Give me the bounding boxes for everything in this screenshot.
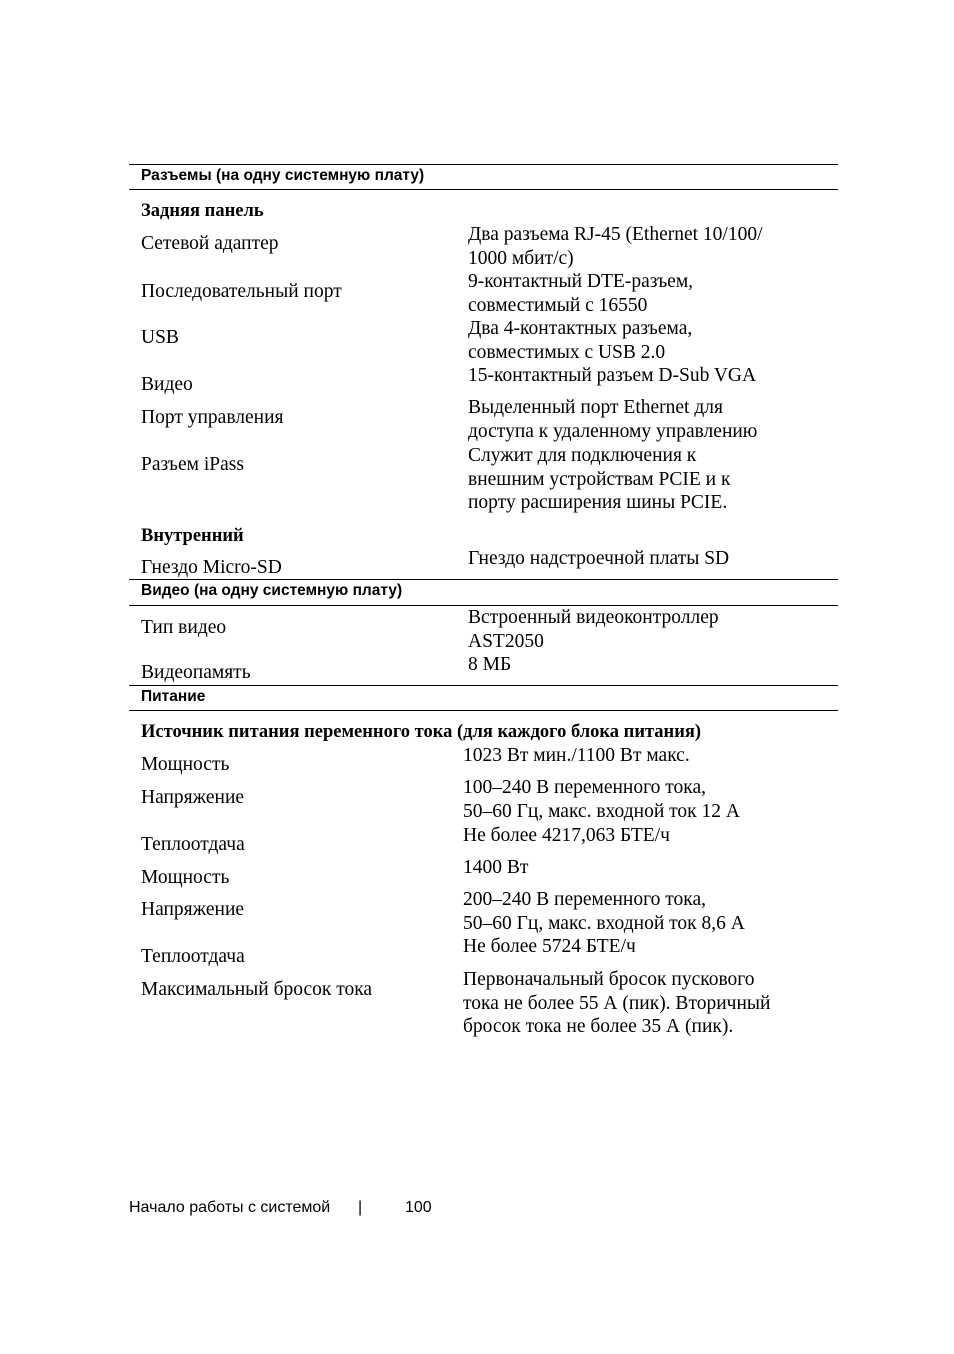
row-value: Не более 4217,063 БТЕ/ч xyxy=(463,825,670,846)
row-value: Два 4-контактных разъема, совместимых с USB 2.0 xyxy=(468,318,693,363)
row-label: Теплоотдача xyxy=(141,834,245,855)
subheading-rear-panel: Задняя панель xyxy=(141,201,264,221)
row-label: Максимальный бросок тока xyxy=(141,979,373,1000)
section-title-connectors: Разъемы (на одну системную плату) xyxy=(141,167,425,184)
row-label: Мощность xyxy=(141,754,230,775)
row-label: USB xyxy=(141,327,179,348)
row-label: Последовательный порт xyxy=(141,281,342,302)
row-value: Первоначальный бросок пускового тока не более 55 А (пик). Вторичный бросок тока не более 35 А (пик). xyxy=(463,969,771,1037)
row-label: Мощность xyxy=(141,867,230,888)
section-title-power: Питание xyxy=(141,688,206,705)
row-value: Не более 5724 БТЕ/ч xyxy=(463,936,636,957)
row-value: 1400 Вт xyxy=(463,857,529,878)
row-label: Видео xyxy=(141,374,193,395)
row-value: Встроенный видеоконтроллер AST2050 xyxy=(468,607,719,652)
row-value: Выделенный порт Ethernet для доступа к удаленному управлению xyxy=(468,397,758,442)
row-value: Два разъема RJ-45 (Ethernet 10/100/ 1000 мбит/с) xyxy=(468,224,763,269)
row-value: 1023 Вт мин./1100 Вт макс. xyxy=(463,745,690,766)
row-value: 15-контактный разъем D-Sub VGA xyxy=(468,365,757,386)
row-label: Порт управления xyxy=(141,407,284,428)
row-label: Разъем iPass xyxy=(141,454,244,475)
rule xyxy=(129,164,838,165)
rule xyxy=(129,579,838,580)
row-label: Теплоотдача xyxy=(141,946,245,967)
subheading-internal: Внутренний xyxy=(141,526,244,546)
row-label: Сетевой адаптер xyxy=(141,233,279,254)
footer-chapter: Начало работы с системой xyxy=(129,1199,331,1216)
page-number: 100 xyxy=(405,1199,432,1216)
rule xyxy=(129,685,838,686)
row-value: 9-контактный DTE-разъем, совместимый с 16550 xyxy=(468,271,694,316)
row-value: 200–240 В переменного тока, 50–60 Гц, макс. входной ток 8,6 А xyxy=(463,889,745,934)
row-label: Видеопамять xyxy=(141,662,251,683)
row-value: Служит для подключения к внешним устройствам PCIE и к порту расширения шины PCIE. xyxy=(468,445,731,513)
footer-separator: | xyxy=(358,1199,363,1216)
rule xyxy=(129,710,838,711)
row-value: 8 МБ xyxy=(468,654,512,675)
row-label: Напряжение xyxy=(141,787,245,808)
rule xyxy=(129,189,838,190)
subheading-ac-power: Источник питания переменного тока (для каждого блока питания) xyxy=(141,722,702,742)
row-label: Гнездо Micro-SD xyxy=(141,557,282,578)
row-label: Напряжение xyxy=(141,899,245,920)
section-title-video: Видео (на одну системную плату) xyxy=(141,582,403,599)
row-value: Гнездо надстроечной платы SD xyxy=(468,548,730,569)
row-value: 100–240 В переменного тока, 50–60 Гц, макс. входной ток 12 А xyxy=(463,777,740,822)
row-label: Тип видео xyxy=(141,617,227,638)
